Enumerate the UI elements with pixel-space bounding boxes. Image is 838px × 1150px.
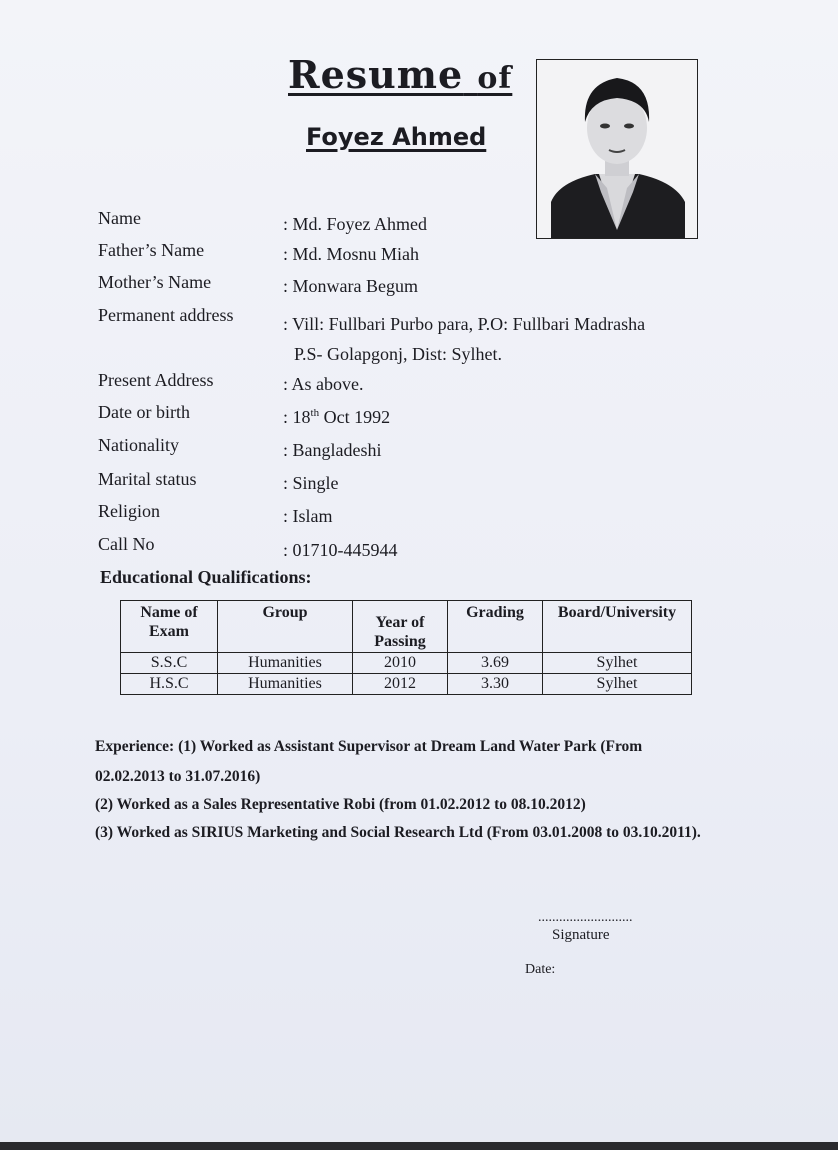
table-row xyxy=(121,653,692,674)
profile-photo xyxy=(536,59,698,239)
value-present-address: : As above. xyxy=(283,374,364,394)
dob-suffix: th xyxy=(310,407,320,419)
label-nationality: Nationality xyxy=(98,435,179,455)
value-call-no: : 01710-445944 xyxy=(283,540,398,560)
cell-board: Sylhet xyxy=(543,674,692,695)
cell-exam: H.S.C xyxy=(121,674,218,695)
page-bottom-edge xyxy=(0,1142,838,1150)
education-table xyxy=(120,600,692,695)
cell-year: 2012 xyxy=(353,674,448,695)
label-present-address: Present Address xyxy=(98,370,214,390)
table-row xyxy=(121,674,692,695)
experience-item-1: Experience: (1) Worked as Assistant Supervisor at Dream Land Water Park (From 02.02.2013 to 31.07.2016) xyxy=(95,738,643,785)
label-religion: Religion xyxy=(98,501,160,521)
value-fathers-name: : Md. Mosnu Miah xyxy=(283,244,420,264)
resume-subtitle: Foyez Ahmed xyxy=(306,123,487,151)
cell-exam: S.S.C xyxy=(121,653,218,674)
label-name: Name xyxy=(98,208,141,228)
value-mothers-name: : Monwara Begum xyxy=(283,276,418,296)
experience-item-3: (3) Worked as SIRIUS Marketing and Social Research Ltd (From 03.01.2008 to 03.10.2011). xyxy=(95,824,701,841)
cell-board: Sylhet xyxy=(543,653,692,674)
value-date-of-birth xyxy=(283,407,390,428)
column-header-exam: Name of Exam xyxy=(121,601,218,653)
experience-item-2: (2) Worked as a Sales Representative Robi (from 01.02.2012 to 08.10.2012) xyxy=(95,796,586,813)
cell-group: Humanities xyxy=(218,674,353,695)
label-date-of-birth: Date or birth xyxy=(98,402,190,422)
column-header-board: Board/University xyxy=(543,601,692,653)
dob-month-year: Oct 1992 xyxy=(319,407,391,427)
column-header-group: Group xyxy=(218,601,353,653)
label-fathers-name: Father’s Name xyxy=(98,240,205,260)
value-nationality: : Bangladeshi xyxy=(283,440,382,460)
value-permanent-address-line2: P.S- Golapgonj, Dist: Sylhet. xyxy=(294,344,503,364)
signature-line: ........................... xyxy=(538,910,633,925)
cell-grading: 3.30 xyxy=(448,674,543,695)
profile-photo-icon xyxy=(537,60,697,238)
label-mothers-name: Mother’s Name xyxy=(98,272,212,292)
title-of: of xyxy=(477,61,513,96)
education-table-header xyxy=(121,601,692,653)
value-name: : Md. Foyez Ahmed xyxy=(283,214,427,234)
value-permanent-address-line1: : Vill: Fullbari Purbo para, P.O: Fullbari Madrasha xyxy=(283,314,646,334)
cell-year: 2010 xyxy=(353,653,448,674)
signature-label: Signature xyxy=(552,927,610,943)
value-marital-status: : Single xyxy=(283,473,339,493)
label-call-no: Call No xyxy=(98,534,155,554)
resume-title xyxy=(288,52,512,97)
dob-day: : 18 xyxy=(283,407,311,427)
column-header-year: Year of Passing xyxy=(353,601,448,653)
education-heading: Educational Qualifications: xyxy=(100,567,312,587)
value-religion: : Islam xyxy=(283,506,333,526)
label-permanent-address: Permanent address xyxy=(98,305,234,325)
title-main: Resume xyxy=(288,52,464,97)
label-marital-status: Marital status xyxy=(98,469,197,489)
date-label: Date: xyxy=(525,962,556,977)
column-header-grading: Grading xyxy=(448,601,543,653)
cell-grading: 3.69 xyxy=(448,653,543,674)
cell-group: Humanities xyxy=(218,653,353,674)
